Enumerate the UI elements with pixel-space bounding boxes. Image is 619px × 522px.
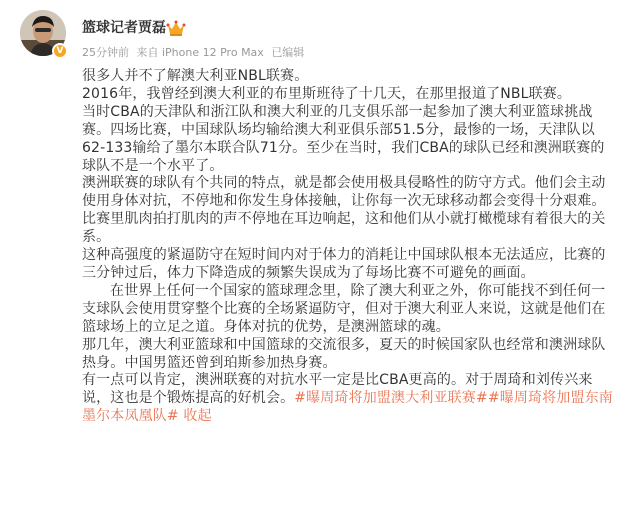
post-paragraph-last [82, 372, 615, 426]
post-paragraph: 当时CBA的天津队和浙江队和澳大利亚的几支俱乐部一起参加了澳大利亚篮球挑战赛。四场比赛，中国球队场均输给澳大利亚俱乐部51.5分，最惨的一场，天津队以62-133输给了墨尔本联合队71分。至少在当时，我们CBA的球队已经和澳洲联赛的球队不是一个水平了。 [82, 103, 605, 174]
post-paragraph: 2016年，我曾经到澳大利亚的布里斯班待了十几天，在那里报道了NBL联赛。 [82, 85, 572, 102]
post-paragraph: 澳洲联赛的球队有个共同的特点，就是都会使用极具侵略性的防守方式。他们会主动使用身体对抗，不停地和你发生身体接触，让你每一次无球移动都会变得十分艰难。比赛里肌肉拍打肌肉的声不停地在耳边响起，这和他们从小就打橄榄球有着很大的关系。 [82, 175, 606, 246]
vip-crown-icon[interactable] [166, 19, 186, 37]
post-meta [82, 46, 308, 59]
post-paragraph: 这种高强度的紧逼防守在短时间内对于体力的消耗让中国球队根本无法适应，比赛的三分钟过后，体力下降造成的频繁失误成为了每场比赛不可避免的画面。 [82, 247, 606, 281]
author-name[interactable]: 篮球记者贾磊 [82, 20, 166, 36]
hashtag-link[interactable]: #曝周琦将加盟澳大利亚联赛# [294, 390, 488, 407]
post-header [20, 10, 610, 66]
post-source: 来自 iPhone 12 Pro Max [136, 46, 264, 59]
collapse-link[interactable]: 收起 [183, 408, 212, 425]
post-paragraph: 很多人并不了解澳大利亚NBL联赛。 [82, 68, 309, 84]
verified-badge: V [52, 43, 68, 59]
post-content [82, 68, 615, 426]
post-paragraph-text: 有一点可以肯定，澳洲联赛的对抗水平一定是比CBA更高的。对于周琦和刘传兴来说，这也是个锻炼提高的好机会。 [82, 372, 593, 407]
edited-label[interactable]: 已编辑 [271, 46, 305, 59]
post-paragraph: 那几年，澳大利亚篮球和中国篮球的交流很多，夏天的时候国家队也经常和澳洲球队热身。中国男篮还曾到珀斯参加热身赛。 [82, 336, 606, 371]
post-paragraph: 在世界上任何一个国家的篮球理念里，除了澳大利亚之外，你可能找不到任何一支球队会使用贯穿整个比赛的全场紧逼防守，但对于澳大利亚人来说，这就是他们在篮球场上的立足之道。身体对抗的优势，是澳洲篮球的魂。 [82, 282, 606, 335]
post-time[interactable]: 25分钟前 [82, 46, 129, 59]
hashtag-link[interactable]: #曝周琦将加盟东南墨尔本凤凰队# [82, 390, 613, 425]
